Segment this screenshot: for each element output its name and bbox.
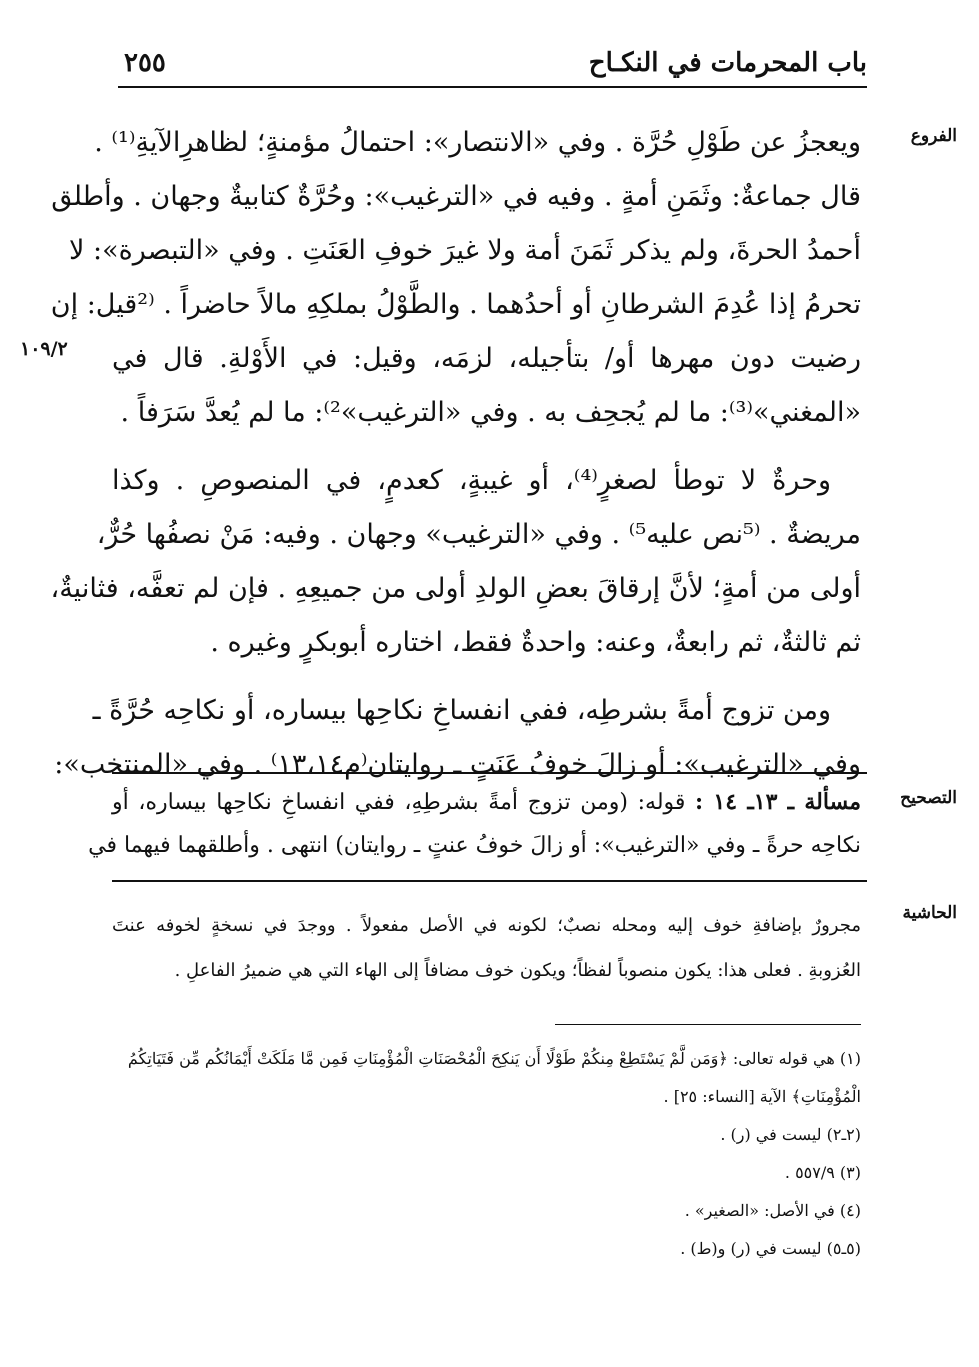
footnote: الْمُؤْمِنَاتِ﴾ الآية [النساء: ٢٥] . <box>663 1087 861 1106</box>
hashiya-line: مجرورٌ بإضافةِ خوف إليه ومحله نصبٌ؛ لكونه في الأصل مفعولاً . ووجدَ في نسخةٍ لخوفه عنتَ <box>112 915 861 936</box>
page-header <box>118 44 867 88</box>
text-line: ثم ثالثةٌ، ثم رابعةٌ، وعنه: واحدةٌ فقط، اختاره أبوبكرٍ وغيره . <box>210 627 861 658</box>
footnote: (٤) في الأصل: «الصغير» . <box>684 1201 861 1220</box>
footnote: (١) هي قوله تعالى: ﴿وَمَن لَّمْ يَسْتَطِعْ مِنكُمْ طَوْلًا أَن يَنكِحَ الْمُحْصَنَاتِ الْمُؤْمِنَاتِ فَمِن مَّا مَلَكَتْ أَيْمَانُكُم مِّن فَتَيَاتِكُمُ <box>127 1049 861 1068</box>
label-hashiya: الحاشية <box>902 903 957 923</box>
tashih-section <box>88 780 861 868</box>
text-line: ويعجزُ عن طَوْلِ حُرَّة . وفي «الانتصار»: احتمالُ مؤمنةٍ؛ لظاهرِالآيةِ⁽¹⁾ . <box>94 127 861 158</box>
text-line: أولى من أمةٍ؛ لأنَّ إرقاقَ بعضِ الولدِ أولى من جميعِهِ . فإن لم تعفَّه، فثانيةٌ، <box>50 573 861 604</box>
footnote-divider <box>555 1024 861 1025</box>
divider <box>112 772 867 774</box>
text-line: رضيت دون مهرها أو/ بتأجيله، لزمَه، وقيل: في الأَوْلةِ. قال في <box>112 343 861 374</box>
text-line: مريضةٌ . ⁽⁵نص عليه⁵⁾ . وفي «الترغيب» وجهان . وفيه: مَنْ نصفُها حُرٌّ، <box>96 519 861 550</box>
text-line: «المغني»⁽³⁾: ما لم يُجحِف به . وفي «الترغيب»²⁾: ما لم يُعدَّ سَرَفاً . <box>120 397 861 428</box>
text-line: تحرمُ إذا عُدِمَ الشرطانِ أو أحدُهما . والطَّوْلُ بملكِهِ مالاً حاضراً . ⁽²قيل: إن <box>50 289 861 320</box>
text-line: أحمدُ الحرةَ، ولم يذكر ثَمَنَ أمة ولا غيرَ خوفِ العَنَتِ . وفي «التبصرة»: لا <box>69 235 861 266</box>
margin-reference: ١٠٩/٢ <box>20 338 68 360</box>
footnote: (٣) ٥٥٧/٩ . <box>784 1163 861 1182</box>
text-line: ومن تزوج أمةً بشرطِه، ففي انفساخِ نكاحِها بيساره، أو نكاحِه حُرَّةً ـ <box>92 695 831 726</box>
footnote: (٢ـ٢) ليست في (ر) . <box>720 1125 861 1144</box>
hashiya-line: العُزوبةِ . فعلى هذا: يكون منصوباً لفظاً؛ ويكون خوف مضافاً إلى الهاء التي هي ضميرُ الفاعلِ . <box>174 960 861 981</box>
tashih-text: نكاحِه حرةً ـ وفي «الترغيب»: أو زالَ خوفُ عنتٍ ـ روايتان) انتهى . وأطلقهما فيهما في <box>88 833 861 858</box>
label-furu: الفروع <box>910 126 957 146</box>
divider <box>112 880 867 882</box>
hashiya-section <box>112 903 861 993</box>
tashih-text: قوله: (ومن تزوج أمةً بشرطِهِ، ففي انفساخِ نكاحِها بيساره، أو <box>112 790 696 815</box>
label-tashih: التصحيح <box>900 788 957 808</box>
chapter-title: باب المحرمات في النكـاح <box>588 48 867 78</box>
page-number: ٢٥٥ <box>124 48 166 78</box>
tashih-heading: مسألة ـ ١٣ـ ١٤ : <box>695 789 861 815</box>
text-line: قال جماعةٌ: وثَمَنِ أمةٍ . وفيه في «الترغيب»: وحُرَّةٌ كتابيةٌ وجهان . وأطلق <box>51 181 861 212</box>
text-line: وفي «الترغيب»: أو زالَ خوفُ عَنَتٍ ـ روايتان⁽م١٣،١٤⁾ . وفي «المنتخب»: <box>54 749 861 780</box>
footnote: (٥ـ٥) ليست في (ر) و(ط) . <box>680 1239 861 1258</box>
main-text <box>50 116 861 792</box>
text-line: وحرةٌ لا توطأ لصغرٍ⁽⁴⁾، أو غيبةٍ، كعدمٍ، في المنصوصِ . وكذا <box>112 465 831 496</box>
footnotes <box>112 1040 861 1268</box>
